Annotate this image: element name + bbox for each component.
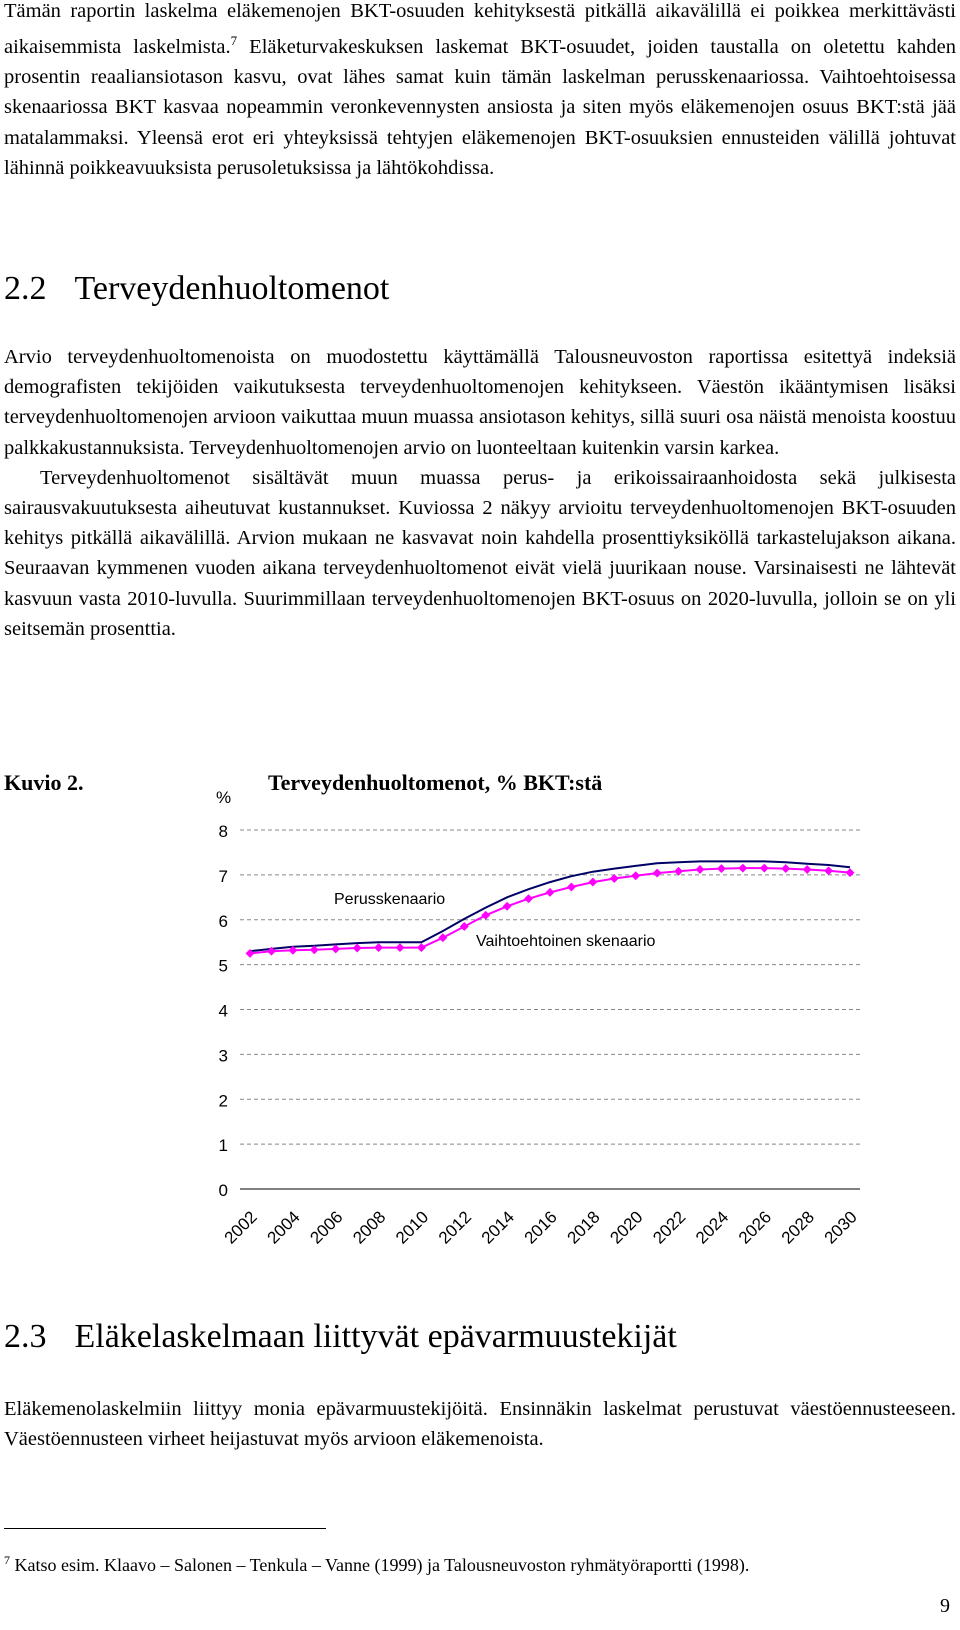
data-point: [846, 868, 854, 876]
paragraph: Arvio terveydenhuoltomenoista on muodostettu käyttämällä Talousneuvoston raportissa esitettyä indeksiä demografisten tekijöiden vaikutuksesta terveydenhuoltomenojen kehitykseen. Väestön ikääntymisen lisäksi terveydenhuoltomenojen arvioon vaikuttaa muun muassa ansiotason kehitys, sillä suuri osa näistä menoista koostuu palkkakustannuksista. Terveydenhuoltomenojen arvio on luonteeltaan kuitenkin varsin karkea.: [4, 346, 956, 459]
section-2-3-body: [4, 1394, 956, 1454]
footnote-separator: [4, 1528, 326, 1529]
figure-label: Kuvio 2.: [4, 770, 84, 795]
x-tick-label: 2014: [477, 1207, 518, 1248]
data-point: [739, 864, 747, 872]
x-tick-labels: [221, 1207, 861, 1247]
footnote-reference[interactable]: 7: [230, 33, 238, 49]
data-point: [567, 883, 575, 891]
figure-title: Terveydenhuoltomenot, % BKT:stä: [268, 770, 603, 795]
x-tick-label: 2010: [392, 1207, 433, 1248]
data-point: [782, 864, 790, 872]
series-label-perusskenaario: Perusskenaario: [334, 891, 446, 908]
y-tick-label: 1: [218, 1136, 228, 1156]
paragraph: Terveydenhuoltomenot sisältävät muun muassa perus- ja erikoissairaanhoidosta sekä julkisesta sairausvakuutuksesta aiheutuvat kustannukset. Kuviossa 2 näkyy arvioitu terveydenhuoltomenojen BKT-osuuden kehitys pitkällä aikavälillä. Arvion mukaan ne kasvavat noin kahdella prosenttiyksiköllä tarkastelujakson aikana. Seuraavan kymmenen vuoden aikana terveydenhuoltomenot eivät vielä juurikaan nouse. Varsinaisesti ne lähtevät kasvuun vasta 2010-luvulla. Suurimmillaan terveydenhuoltomenojen BKT-osuus on 2020-luvulla, jolloin se on yli seitsemän prosenttia.: [4, 466, 956, 640]
data-point: [374, 943, 382, 951]
x-tick-label: 2020: [606, 1207, 647, 1248]
x-tick-label: 2018: [563, 1207, 604, 1248]
data-point: [610, 874, 618, 882]
data-point: [760, 864, 768, 872]
y-tick-label: 2: [218, 1091, 228, 1111]
data-point: [674, 867, 682, 875]
data-point: [460, 922, 468, 930]
gridlines: [240, 830, 860, 1144]
series-label-vaihtoehtoinen: Vaihtoehtoinen skenaario: [476, 933, 656, 950]
x-tick-label: 2006: [306, 1207, 347, 1248]
data-point: [503, 902, 511, 910]
data-point: [417, 943, 425, 951]
y-tick-label: 3: [218, 1046, 228, 1066]
section-heading-2-3: [4, 1318, 677, 1356]
y-tick-label: 6: [218, 911, 228, 931]
x-tick-label: 2028: [777, 1207, 818, 1248]
intro-text-part2: Eläketurvakeskuksen laskemat BKT-osuudet, joiden taustalla on oletettu kahden prosentin reaaliansiotason kasvu, ovat lähes samat kuin tämän laskelman perusskenaariossa. Vaihtoehtoisessa skenaariossa BKT kasvaa nopeammin veronkevennysten ansiosta ja siten myös eläkemenojen osuus BKT:stä jää matalammaksi. Yleensä erot eri yhteyksissä tehtyjen eläkemenojen BKT-osuuksien ennusteiden välillä johtuvat lähinnä poikkeavuuksista perusoletuksissa ja lähtökohdissa.: [4, 36, 956, 179]
section-title: Terveydenhuoltomenot: [74, 270, 390, 307]
data-point: [717, 864, 725, 872]
data-point: [396, 943, 404, 951]
intro-text-part1: Tämän raportin laskelma eläkemenojen BKT-osuuden kehityksestä pitkällä aikavälillä ei poikkea merkittävästi aikaisemmista laskelmista.: [4, 0, 956, 59]
x-tick-label: 2004: [263, 1207, 304, 1248]
series-labels: [334, 891, 655, 950]
data-point: [653, 869, 661, 877]
y-tick-label: 4: [218, 1001, 228, 1021]
y-axis-label: %: [216, 788, 232, 807]
section-number: 2.2: [4, 270, 47, 307]
data-point: [589, 878, 597, 886]
data-point: [546, 888, 554, 896]
x-tick-label: 2016: [520, 1207, 561, 1248]
data-point: [803, 865, 811, 873]
data-point: [824, 867, 832, 875]
x-tick-label: 2026: [734, 1207, 776, 1248]
x-tick-label: 2008: [349, 1207, 390, 1248]
data-point: [332, 945, 340, 953]
data-point: [696, 865, 704, 873]
section-number: 2.3: [4, 1318, 47, 1355]
page-number: 9: [940, 1595, 950, 1617]
y-tick-label: 8: [218, 822, 228, 841]
y-tick-label: 7: [218, 866, 228, 886]
paragraph: Eläkemenolaskelmiin liittyy monia epävarmuustekijöitä. Ensinnäkin laskelmat perustuvat väestöennusteeseen. Väestöennusteen virheet heijastuvat myös arvioon eläkemenoista.: [4, 1398, 956, 1451]
y-tick-label: 0: [218, 1181, 228, 1200]
footnote: [4, 1553, 749, 1576]
data-point: [482, 911, 490, 919]
footnote-text: Katso esim. Klaavo – Salonen – Tenkula – Vanne (1999) ja Talousneuvoston ryhmätyöraportti (1998).: [10, 1555, 750, 1575]
data-point: [524, 894, 532, 902]
footnote-number: 7: [4, 1553, 10, 1567]
x-tick-label: 2022: [649, 1207, 690, 1248]
data-point: [353, 944, 361, 952]
y-tick-label: 5: [218, 956, 228, 976]
data-point: [439, 934, 447, 942]
section-title: Eläkelaskelmaan liittyvät epävarmuustekijät: [74, 1318, 677, 1355]
x-tick-label: 2012: [434, 1207, 476, 1248]
x-tick-label: 2024: [692, 1207, 733, 1248]
data-point: [632, 872, 640, 880]
x-tick-label: 2030: [820, 1207, 861, 1248]
y-tick-labels: [216, 788, 231, 1200]
x-tick-label: 2002: [220, 1207, 261, 1248]
